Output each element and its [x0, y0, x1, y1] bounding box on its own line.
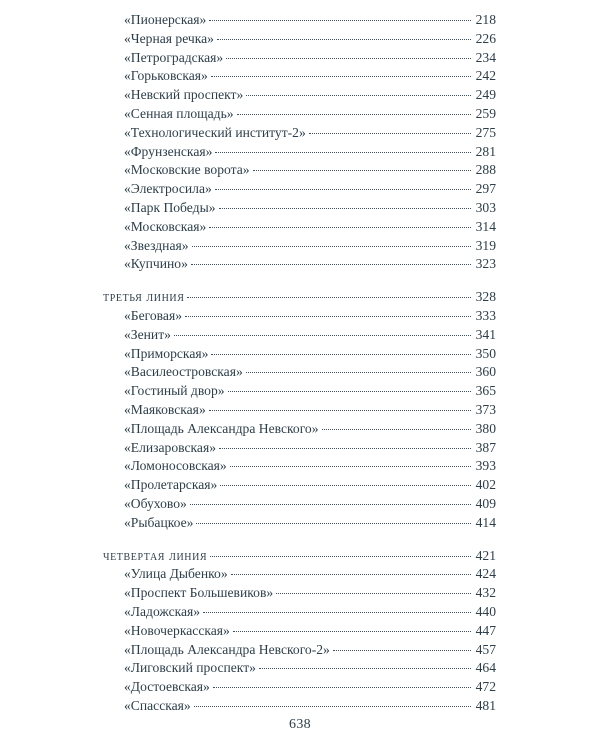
toc-entry	[0, 326, 600, 345]
toc-entry	[0, 622, 600, 641]
dot-leader	[246, 372, 471, 373]
dot-leader	[276, 593, 471, 594]
entry-page-number: 447	[475, 622, 496, 638]
dot-leader	[233, 631, 471, 632]
entry-page-number: 393	[475, 458, 496, 474]
toc-entry	[0, 514, 600, 533]
toc-entry	[0, 584, 600, 603]
entry-title: «Обухово»	[124, 495, 187, 511]
entry-title: «Площадь Александра Невского»	[124, 420, 319, 436]
toc-entry	[0, 659, 600, 678]
entry-title: «Площадь Александра Невского-2»	[124, 641, 330, 657]
entry-page-number: 259	[475, 105, 496, 121]
toc-entry	[0, 67, 600, 86]
toc-entry	[0, 345, 600, 364]
dot-leader	[246, 95, 471, 96]
toc-section-heading	[0, 547, 600, 566]
dot-leader	[209, 20, 471, 21]
entry-title: «Купчино»	[124, 256, 188, 272]
dot-leader	[190, 504, 471, 505]
dot-leader	[309, 133, 471, 134]
entry-page-number: 481	[475, 697, 496, 713]
dot-leader	[228, 391, 471, 392]
entry-title: «Пионерская»	[124, 12, 207, 27]
entry-page-number: 218	[475, 12, 496, 27]
entry-title: «Парк Победы»	[124, 199, 216, 215]
toc-entry	[0, 255, 600, 274]
entry-page-number: 387	[475, 439, 496, 455]
entry-page-number: 350	[475, 345, 496, 361]
toc-entry	[0, 382, 600, 401]
dot-leader	[191, 264, 471, 265]
toc-entry	[0, 457, 600, 476]
entry-page-number: 249	[475, 87, 496, 103]
entry-title: «Проспект Большевиков»	[124, 585, 274, 601]
toc-section-heading	[0, 288, 600, 307]
entry-title: «Пролетарская»	[124, 477, 218, 493]
dot-leader	[333, 650, 471, 651]
entry-title: «Фрунзенская»	[124, 143, 213, 159]
dot-leader	[174, 335, 471, 336]
dot-leader	[237, 114, 471, 115]
entry-page-number: 333	[475, 307, 496, 323]
toc-entry	[0, 476, 600, 495]
toc-entry	[0, 237, 600, 256]
toc-entry	[0, 307, 600, 326]
toc-group	[0, 547, 600, 716]
toc-entry	[0, 697, 600, 716]
dot-leader	[230, 466, 471, 467]
toc-entry	[0, 420, 600, 439]
entry-title: «Петроградская»	[124, 49, 224, 65]
entry-page-number: 281	[475, 143, 496, 159]
entry-page-number: 314	[475, 218, 496, 234]
entry-title: «Елизаровская»	[124, 439, 217, 455]
dot-leader	[196, 523, 471, 524]
entry-page-number: 373	[475, 401, 496, 417]
toc-entry	[0, 11, 600, 30]
dot-leader	[217, 39, 471, 40]
entry-title: «Маяковская»	[124, 401, 206, 417]
entry-page-number: 380	[475, 420, 496, 436]
entry-page-number: 432	[475, 585, 496, 601]
toc-entry	[0, 86, 600, 105]
entry-page-number: 341	[475, 326, 496, 342]
entry-title: «Ладожская»	[124, 603, 201, 619]
entry-page-number: 440	[475, 603, 496, 619]
entry-title: «Звездная»	[124, 237, 189, 253]
dot-leader	[219, 448, 471, 449]
entry-page-number: 297	[475, 181, 496, 197]
dot-leader	[203, 612, 471, 613]
dot-leader	[219, 208, 472, 209]
dot-leader	[209, 227, 471, 228]
entry-page-number: 323	[475, 256, 496, 272]
entry-title: «Приморская»	[124, 345, 209, 361]
entry-title: «Невский проспект»	[124, 87, 244, 103]
entry-page-number: 464	[475, 660, 496, 676]
toc-entry	[0, 199, 600, 218]
entry-title: «Электросила»	[124, 181, 212, 197]
dot-leader	[209, 410, 471, 411]
entry-page-number: 234	[475, 49, 496, 65]
entry-title: «Черная речка»	[124, 30, 214, 46]
entry-title: «Сенная площадь»	[124, 105, 234, 121]
entry-page-number: 242	[475, 68, 496, 84]
dot-leader	[231, 574, 471, 575]
dot-leader	[215, 189, 471, 190]
dot-leader	[187, 297, 471, 298]
entry-page-number: 226	[475, 30, 496, 46]
dot-leader	[213, 687, 471, 688]
toc-entry	[0, 143, 600, 162]
entry-page-number: 421	[475, 547, 496, 563]
dot-leader	[211, 76, 471, 77]
entry-title: «Технологический институт-2»	[124, 124, 306, 140]
dot-leader	[322, 429, 471, 430]
entry-title: «Беговая»	[124, 307, 182, 323]
entry-page-number: 275	[475, 124, 496, 140]
dot-leader	[192, 246, 471, 247]
toc-entry	[0, 105, 600, 124]
toc-group	[0, 288, 600, 532]
toc-entry	[0, 439, 600, 458]
section-title: третья линия	[103, 289, 185, 305]
dot-leader	[185, 316, 471, 317]
entry-title: «Новочеркасская»	[124, 622, 230, 638]
entry-title: «Достоевская»	[124, 679, 210, 695]
toc-entry	[0, 603, 600, 622]
entry-page-number: 288	[475, 162, 496, 178]
entry-page-number: 319	[475, 237, 496, 253]
toc-entry	[0, 161, 600, 180]
entry-title: «Рыбацкое»	[124, 514, 194, 530]
entry-title: «Ломоносовская»	[124, 458, 227, 474]
entry-page-number: 457	[475, 641, 496, 657]
dot-leader	[215, 152, 471, 153]
entry-title: «Спасская»	[124, 697, 191, 713]
toc-entry	[0, 401, 600, 420]
dot-leader	[194, 706, 471, 707]
entry-page-number: 472	[475, 679, 496, 695]
toc-entry	[0, 363, 600, 382]
entry-page-number: 328	[475, 289, 496, 305]
table-of-contents	[0, 11, 600, 716]
toc-entry	[0, 30, 600, 49]
entry-title: «Улица Дыбенко»	[124, 566, 228, 582]
toc-entry	[0, 124, 600, 143]
section-title: четвертая линия	[103, 547, 208, 563]
dot-leader	[226, 58, 471, 59]
entry-page-number: 365	[475, 383, 496, 399]
toc-entry	[0, 495, 600, 514]
toc-entry	[0, 49, 600, 68]
entry-title: «Зенит»	[124, 326, 171, 342]
entry-title: «Московские ворота»	[124, 162, 250, 178]
entry-title: «Лиговский проспект»	[124, 660, 256, 676]
entry-title: «Московская»	[124, 218, 207, 234]
toc-group	[0, 11, 600, 274]
entry-page-number: 402	[475, 477, 496, 493]
dot-leader	[210, 556, 471, 557]
entry-page-number: 424	[475, 566, 496, 582]
entry-page-number: 303	[475, 199, 496, 215]
dot-leader	[259, 668, 471, 669]
dot-leader	[220, 485, 471, 486]
dot-leader	[211, 354, 471, 355]
toc-entry	[0, 678, 600, 697]
toc-entry	[0, 180, 600, 199]
entry-page-number: 360	[475, 364, 496, 380]
entry-title: «Горьковская»	[124, 68, 208, 84]
entry-page-number: 414	[475, 514, 496, 530]
dot-leader	[253, 170, 471, 171]
entry-title: «Гостиный двор»	[124, 383, 225, 399]
toc-entry	[0, 565, 600, 584]
entry-title: «Василеостровская»	[124, 364, 243, 380]
page-number: 638	[289, 717, 311, 732]
entry-page-number: 409	[475, 495, 496, 511]
toc-entry	[0, 641, 600, 660]
toc-entry	[0, 218, 600, 237]
